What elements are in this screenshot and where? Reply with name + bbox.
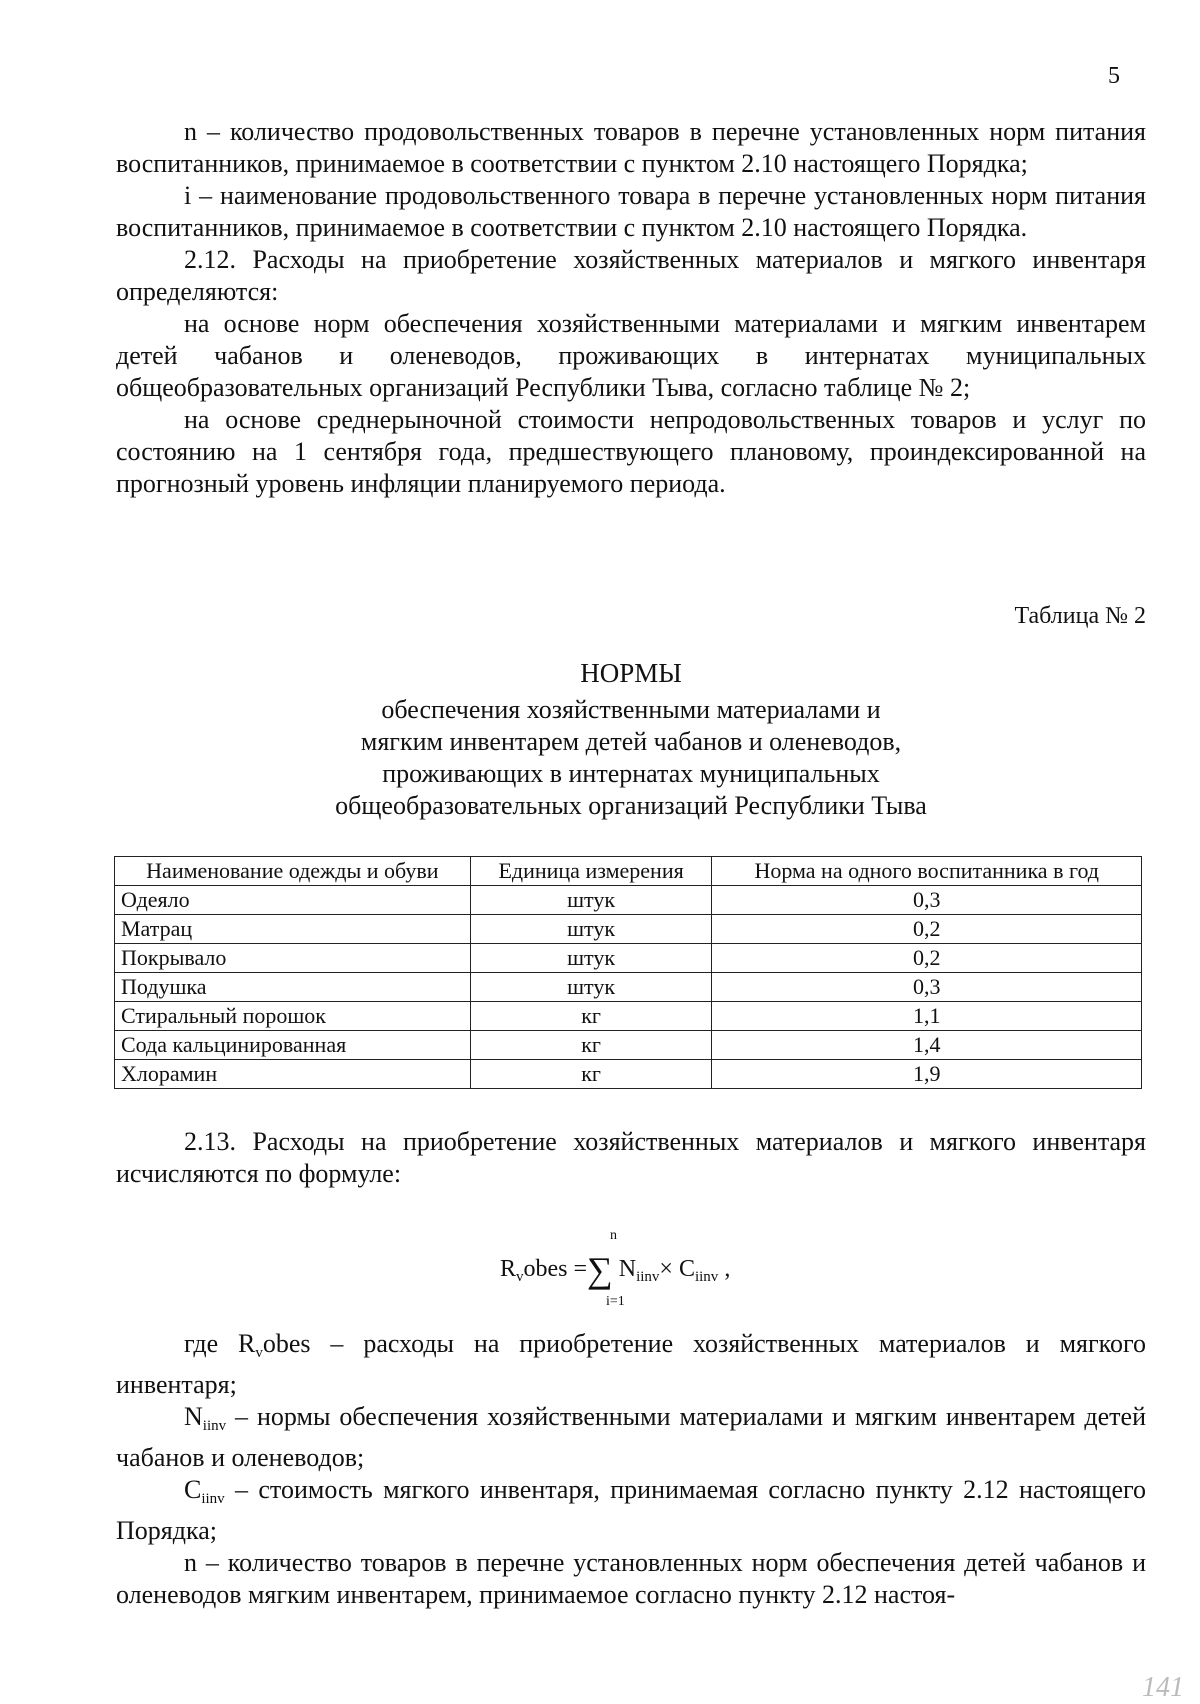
definition-n: n – количество товаров в перечне установленных норм обеспечения детей чабанов и оленеводов мягким инвентарем, принимаемое согласно пункту 2.12 настоя-	[116, 1548, 1146, 1609]
cell-item: Сода кальцинированная	[115, 1031, 471, 1060]
cell-unit: кг	[470, 1002, 712, 1031]
header-unit: Единица измерения	[470, 857, 712, 886]
norms-subtitle-line: обеспечения хозяйственными материалами и	[381, 695, 881, 724]
table-row	[115, 944, 1142, 973]
cell-norm: 1,9	[712, 1060, 1142, 1089]
definition-text: – расходы на приобретение хозяйственных материалов и мягкого инвентаря;	[116, 1329, 1146, 1399]
paragraph-2-13: 2.13. Расходы на приобретение хозяйственных материалов и мягкого инвентаря исчисляются по формуле:	[116, 1127, 1146, 1188]
cell-norm: 0,3	[712, 886, 1142, 915]
corner-handwritten-mark: 141	[1142, 1672, 1184, 1703]
cell-item: Одеяло	[115, 886, 471, 915]
paragraph-n-definition: n – количество продовольственных товаров в перечне установленных норм питания воспитанников, принимаемое в соответствии с пунктом 2.10 настоящего Порядка;	[116, 117, 1146, 178]
definition-Niinv	[116, 1401, 1146, 1474]
cell-unit: штук	[470, 944, 712, 973]
cell-norm: 1,4	[712, 1031, 1142, 1060]
cell-unit: кг	[470, 1060, 712, 1089]
norms-table	[114, 856, 1142, 1089]
cell-item: Покрывало	[115, 944, 471, 973]
formula-C: C	[678, 1256, 695, 1282]
definition-symbol-sub: iinv	[201, 1491, 225, 1507]
table-row	[115, 973, 1142, 1002]
paragraph-market-basis: на основе среднерыночной стоимости непродовольственных товаров и услуг по состоянию на 1 сентября года, предшествующего плановому, проиндексированной на прогнозный уровень инфляции планируемого периода.	[116, 405, 1146, 498]
formula-N: N	[618, 1256, 637, 1282]
definition-symbol-sub: v	[255, 1345, 263, 1361]
definition-Ciinv	[116, 1474, 1146, 1547]
definition-symbol: C	[184, 1475, 202, 1504]
paragraph-2-12: 2.12. Расходы на приобретение хозяйственных материалов и мягкого инвентаря определяются:	[116, 245, 1146, 306]
cell-item: Матрац	[115, 915, 471, 944]
definition-symbol: N	[184, 1402, 203, 1431]
cell-norm: 0,2	[712, 915, 1142, 944]
definition-symbol-rest: obes	[262, 1329, 311, 1358]
cell-item: Хлорамин	[115, 1060, 471, 1089]
formula-C-sub: iinv	[694, 1269, 719, 1285]
formula-tail: ,	[724, 1256, 731, 1282]
norms-subtitle-line: общеобразовательных организаций Республики Тыва	[335, 791, 927, 820]
sigma-lower-limit: i=1	[606, 1294, 625, 1309]
formula-times: ×	[659, 1256, 673, 1282]
cell-norm: 0,3	[712, 973, 1142, 1002]
header-norm: Норма на одного воспитанника в год	[712, 857, 1142, 886]
table-row	[115, 886, 1142, 915]
norms-title-block	[116, 656, 1146, 822]
cell-item: Подушка	[115, 973, 471, 1002]
definition-text: – нормы обеспечения хозяйственными материалами и мягким инвентарем детей чабанов и оленеводов;	[116, 1402, 1146, 1472]
norms-heading: НОРМЫ	[580, 658, 682, 688]
definition-Rvobes	[116, 1328, 1146, 1401]
definition-text: – стоимость мягкого инвентаря, принимаемая согласно пункту 2.12 настоящего Порядка;	[116, 1475, 1146, 1545]
formula-R-sub: v	[516, 1269, 524, 1285]
cell-norm: 0,2	[712, 944, 1142, 973]
paragraph-i-definition: i – наименование продовольственного товара в перечне установленных норм питания воспитанников, принимаемое в соответствии с пунктом 2.10 настоящего Порядка.	[116, 181, 1146, 242]
cell-unit: кг	[470, 1031, 712, 1060]
sigma-upper-limit: n	[610, 1228, 617, 1243]
cell-unit: штук	[470, 886, 712, 915]
formula	[500, 1220, 800, 1309]
definition-symbol: R	[238, 1329, 256, 1358]
paragraph-norms-basis: на основе норм обеспечения хозяйственными материалами и мягким инвентарем детей чабанов и оленеводов, проживающих в интернатах муниципальных общеобразовательных организаций Республики Тыва, согласно таблице № 2;	[116, 309, 1146, 402]
header-item-name: Наименование одежды и обуви	[115, 857, 471, 886]
cell-norm: 1,1	[712, 1002, 1142, 1031]
page-number: 5	[1108, 63, 1120, 89]
definition-prefix: где	[184, 1329, 239, 1358]
paragraph-2-13-block	[116, 1126, 1146, 1190]
table-caption: Таблица № 2	[1014, 603, 1146, 629]
cell-unit: штук	[470, 915, 712, 944]
top-text-block	[116, 116, 1146, 500]
table-header-row	[115, 857, 1142, 886]
norms-subtitle-line: мягким инвентарем детей чабанов и оленеводов,	[360, 727, 902, 756]
definition-symbol-sub: iinv	[202, 1418, 227, 1434]
definitions-block	[116, 1328, 1146, 1611]
formula-R: R	[500, 1256, 517, 1282]
norms-subtitle-line: проживающих в интернатах муниципальных	[382, 759, 880, 788]
sigma-symbol: ∑	[587, 1250, 613, 1290]
table-row	[115, 1002, 1142, 1031]
table-row	[115, 915, 1142, 944]
cell-item: Стиральный порошок	[115, 1002, 471, 1031]
table-row	[115, 1060, 1142, 1089]
formula-lhs-rest: obes =	[523, 1256, 588, 1282]
formula-N-sub: iinv	[636, 1269, 660, 1285]
cell-unit: штук	[470, 973, 712, 1002]
table-row	[115, 1031, 1142, 1060]
